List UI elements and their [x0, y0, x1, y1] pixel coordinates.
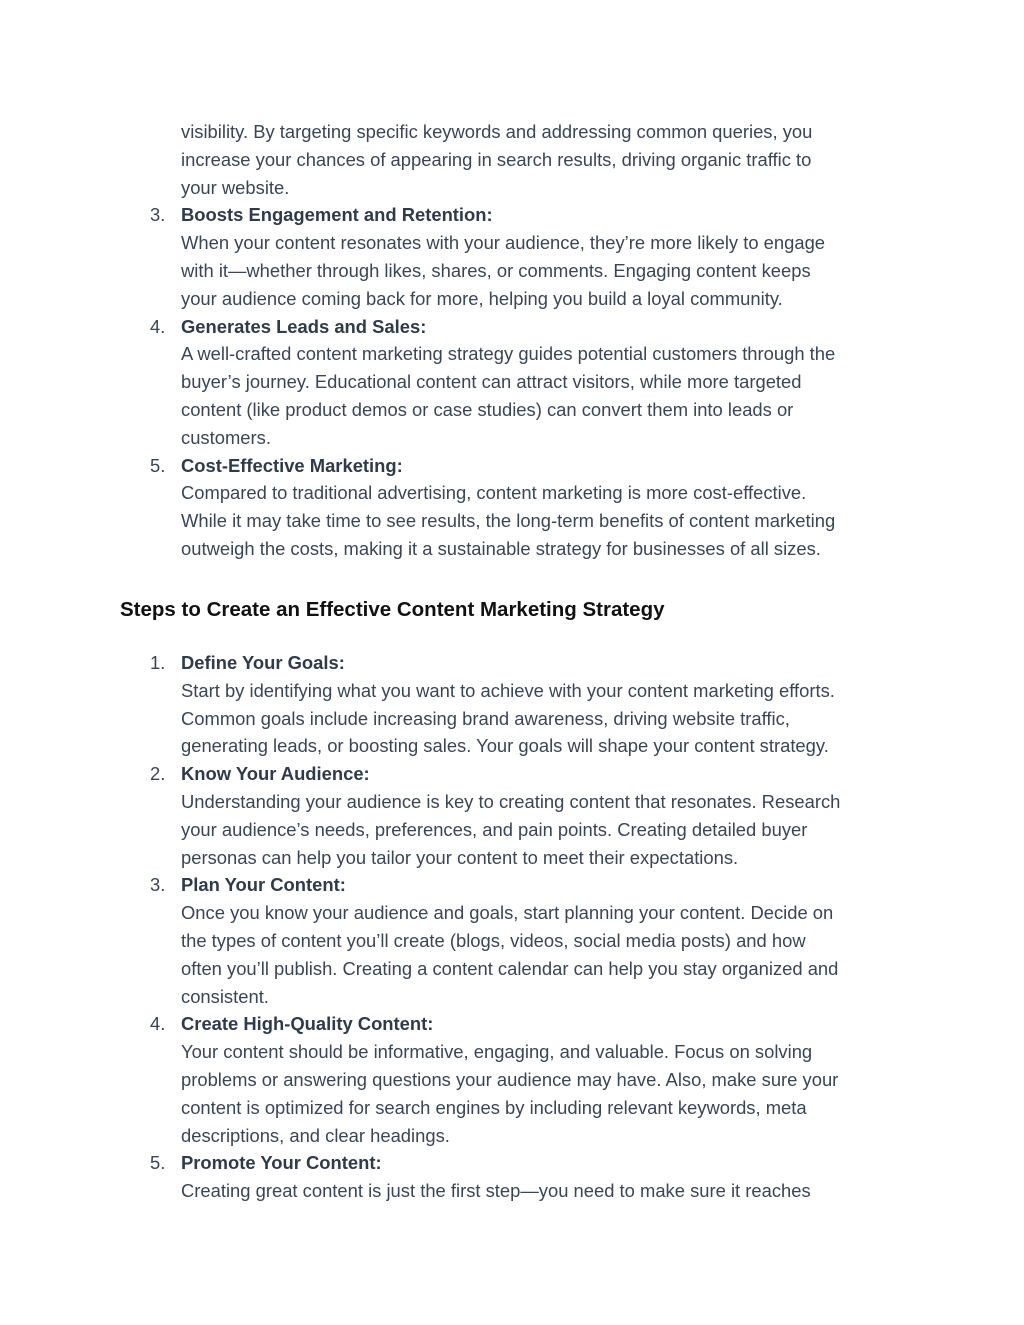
section-heading: Steps to Create an Effective Content Marketing Strategy	[120, 598, 665, 621]
list-item	[120, 1149, 920, 1205]
list-item-title: Promote Your Content:	[181, 1152, 382, 1174]
list-item-body: Compared to traditional advertising, content marketing is more cost-effective. While it may take time to see results, the long-term benefits of content marketing outweigh the costs, making it a sustainable strategy for businesses of all sizes.	[181, 482, 836, 559]
list-number: 1.	[150, 652, 166, 673]
previous-item-continuation: visibility. By targeting specific keywords and addressing common queries, you increase your chances of appearing in search results, driving organic traffic to your website.	[181, 121, 813, 198]
list-item-body: Creating great content is just the first step—you need to make sure it reaches	[181, 1180, 811, 1202]
list-item	[120, 871, 920, 1010]
list-number: 4.	[150, 1013, 166, 1035]
list-item-body: Your content should be informative, engaging, and valuable. Focus on solving problems or answering questions your audience may have. Also, make sure your content is optimized for search engines by including relevant keywords, meta descriptions, and clear headings.	[181, 1041, 839, 1146]
list-number: 3.	[150, 874, 166, 896]
list-item	[120, 760, 920, 871]
list-number: 5.	[150, 1152, 166, 1174]
list-item-body: Once you know your audience and goals, start planning your content. Decide on the types of content you’ll create (blogs, videos, social media posts) and how often you’ll publish. Creating a content calendar can help you stay organized and consistent.	[181, 902, 839, 1007]
list-item-title: Know Your Audience:	[181, 763, 370, 785]
list-item-body: Start by identifying what you want to achieve with your content marketing efforts. Common goals include increasing brand awareness, driving website traffic, generating leads, or boosting sales. Your goals will shape your content strategy.	[181, 679, 835, 757]
list-number: 3.	[150, 204, 166, 226]
list-number: 2.	[150, 763, 166, 785]
list-item-title: Plan Your Content:	[181, 874, 346, 896]
list-item-body: When your content resonates with your audience, they’re more likely to engage with it—whether through likes, shares, or comments. Engaging content keeps your audience coming back for more, helping you build a loyal community.	[181, 232, 826, 309]
list-item-title: Cost-Effective Marketing:	[181, 454, 403, 476]
list-number: 4.	[150, 315, 166, 337]
steps-list	[120, 649, 920, 1205]
list-item-body: A well-crafted content marketing strategy guides potential customers through the buyer’s journey. Educational content can attract visitors, while more targeted content (like product demos or case studies) can convert them into leads or customers.	[181, 343, 836, 448]
list-item	[120, 649, 920, 760]
list-item	[120, 1010, 920, 1149]
list-item-title: Boosts Engagement and Retention:	[181, 204, 493, 226]
list-item-body: Understanding your audience is key to creating content that resonates. Research your audience’s needs, preferences, and pain points. Creating detailed buyer personas can help you tailor your content to meet their expectations.	[181, 790, 841, 868]
list-item	[120, 452, 920, 563]
list-item	[120, 313, 920, 452]
list-item-title: Define Your Goals:	[181, 652, 345, 673]
list-number: 5.	[150, 454, 166, 476]
list-item-title: Generates Leads and Sales:	[181, 315, 427, 337]
benefits-list-continued	[120, 118, 920, 563]
list-item-title: Create High-Quality Content:	[181, 1013, 434, 1035]
list-item	[120, 201, 920, 312]
